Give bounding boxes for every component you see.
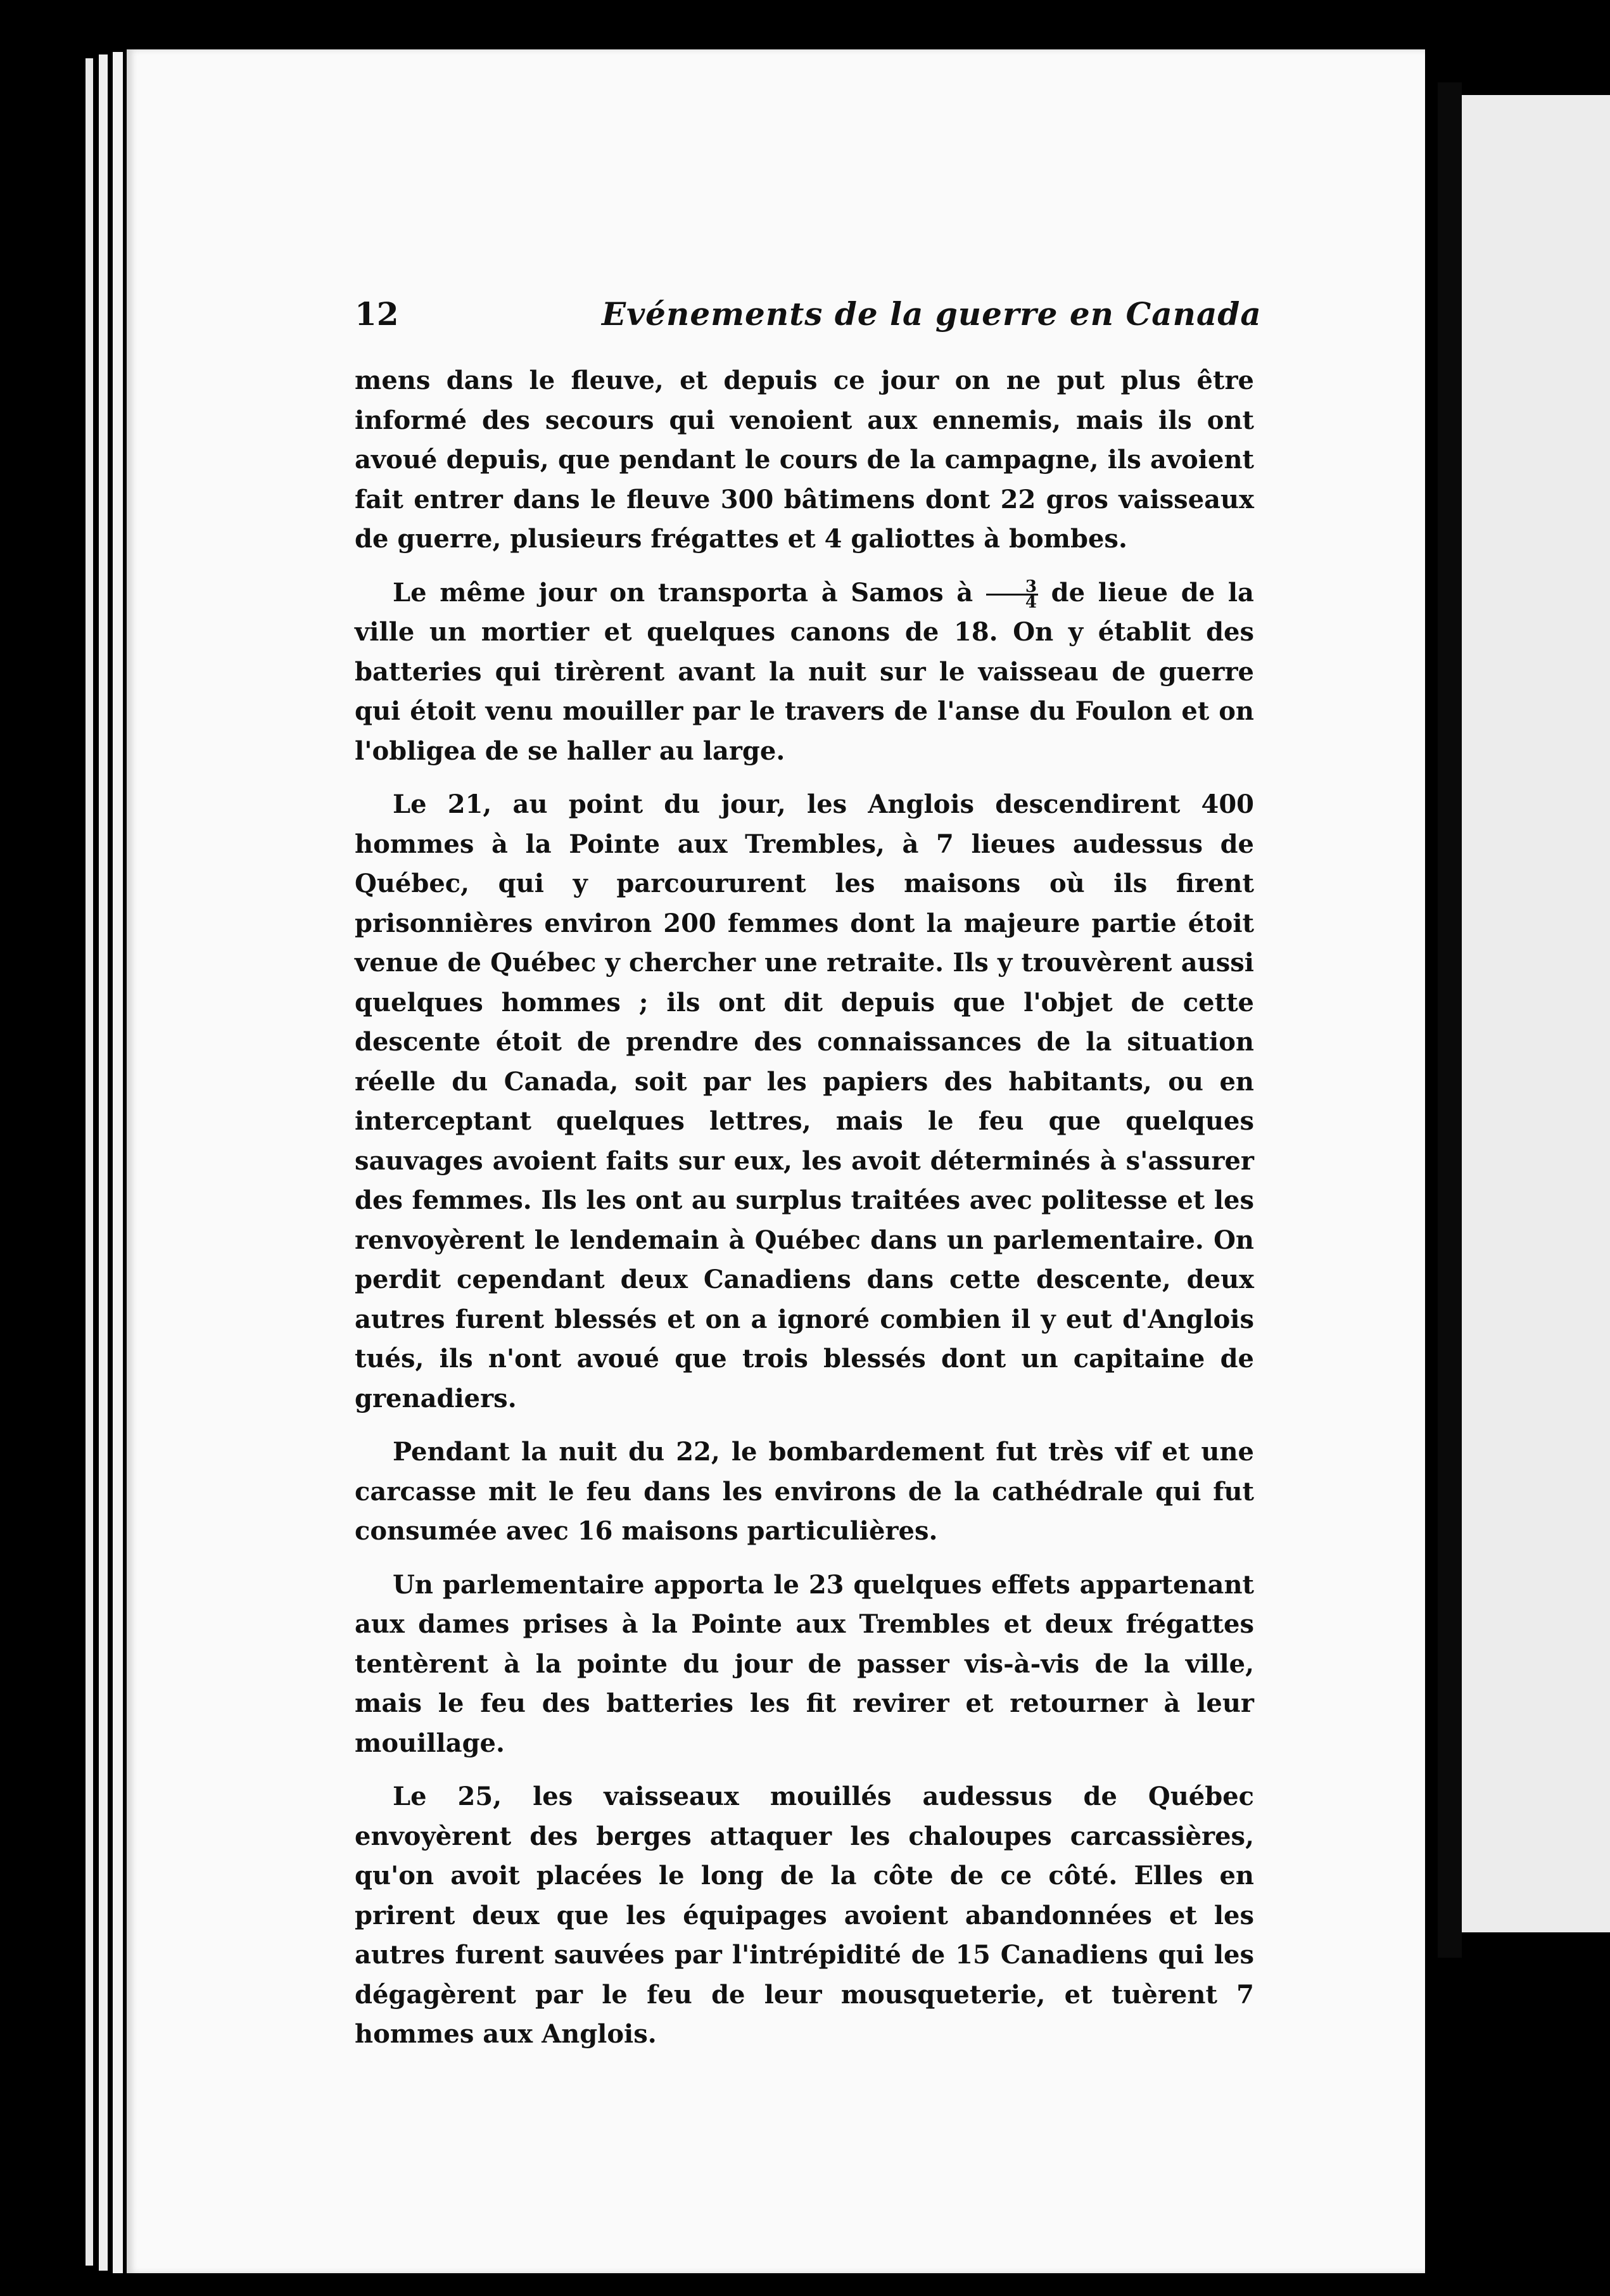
paragraph: Pendant la nuit du 22, le bombardement fut très vif et une carcasse mit le feu dans les environs de la cathédrale qui fut consumée avec 16 maisons particulières. bbox=[355, 1437, 1254, 1546]
paragraph: Le 21, au point du jour, les Anglois descendirent 400 hommes à la Pointe aux Trembles, à 7 lieues audessus de Québec, qui y parcoururent les maisons où ils firent prisonnières environ 200 femmes dont la majeure partie étoit venue de Québec y chercher une retraite. Ils y trouvèrent aussi quelques hommes ; ils ont dit depuis que l'objet de cette descente étoit de prendre des connaissances de la situation réelle du Canada, soit par les papiers des habitants, ou en interceptant quelques lettres, mais le feu que quelques sauvages avoient faits sur eux, les avoit déterminés à s'assurer des femmes. Ils les ont au surplus traitées avec politesse et les renvoyèrent le lendemain à Québec dans un parlementaire. On perdit cependant deux Canadiens dans cette descente, deux autres furent blessés et on a ignoré combien il y eut d'Anglois tués, ils n'ont avoué que trois blessés dont un capitaine de grenadiers. bbox=[355, 789, 1254, 1413]
page-edge bbox=[86, 58, 93, 2266]
paragraph-text: Le même jour on transporta à Samos à bbox=[393, 577, 973, 608]
page-edge bbox=[99, 54, 108, 2271]
running-head: Evénements de la guerre en Canada bbox=[602, 295, 1262, 333]
fraction bbox=[986, 577, 1038, 612]
paragraph bbox=[355, 573, 1254, 772]
facing-page-edge bbox=[1462, 95, 1610, 1932]
fraction-denominator: 4 bbox=[1025, 593, 1037, 612]
binding-shadow bbox=[1438, 82, 1462, 1958]
page-header bbox=[228, 295, 1262, 346]
paragraph: Un parlementaire apporta le 23 quelques effets appartenant aux dames prises à la Pointe aux Trembles et deux frégattes tentèrent à la pointe du jour de passer vis-à-vis de la ville, mais le feu des batteries les fit revirer et retourner à leur mouillage. bbox=[355, 1569, 1254, 1758]
paragraph: mens dans le fleuve, et depuis ce jour on ne put plus être informé des secours qui venoient aux ennemis, mais ils ont avoué depuis, que pendant le cours de la campagne, ils avoient fait entrer dans le fleuve 300 bâtimens dont 22 gros vaisseaux de guerre, plusieurs frégattes et 4 galiottes à bombes. bbox=[355, 366, 1254, 554]
fraction-numerator: 3 bbox=[986, 580, 1038, 596]
body-text bbox=[355, 361, 1254, 2069]
paragraph-text: de lieue de la ville un mortier et quelques canons de 18. On y établit des batteries qui tirèrent avant la nuit sur le vaisseau de guerre qui étoit venu mouiller par le travers de l'anse du Foulon et on l'obligea de se haller au large. bbox=[355, 577, 1254, 766]
page-edge bbox=[113, 52, 123, 2273]
page-number: 12 bbox=[355, 295, 399, 333]
paragraph: Le 25, les vaisseaux mouillés audessus de Québec envoyèrent des berges attaquer les chaloupes carcassières, qu'on avoit placées le long de la côte de ce côté. Elles en prirent deux que les équipages avoient abandonnées et les autres furent sauvées par l'intrépidité de 15 Canadiens qui les dégagèrent par le feu de leur mousqueterie, et tuèrent 7 hommes aux Anglois. bbox=[355, 1782, 1254, 2049]
